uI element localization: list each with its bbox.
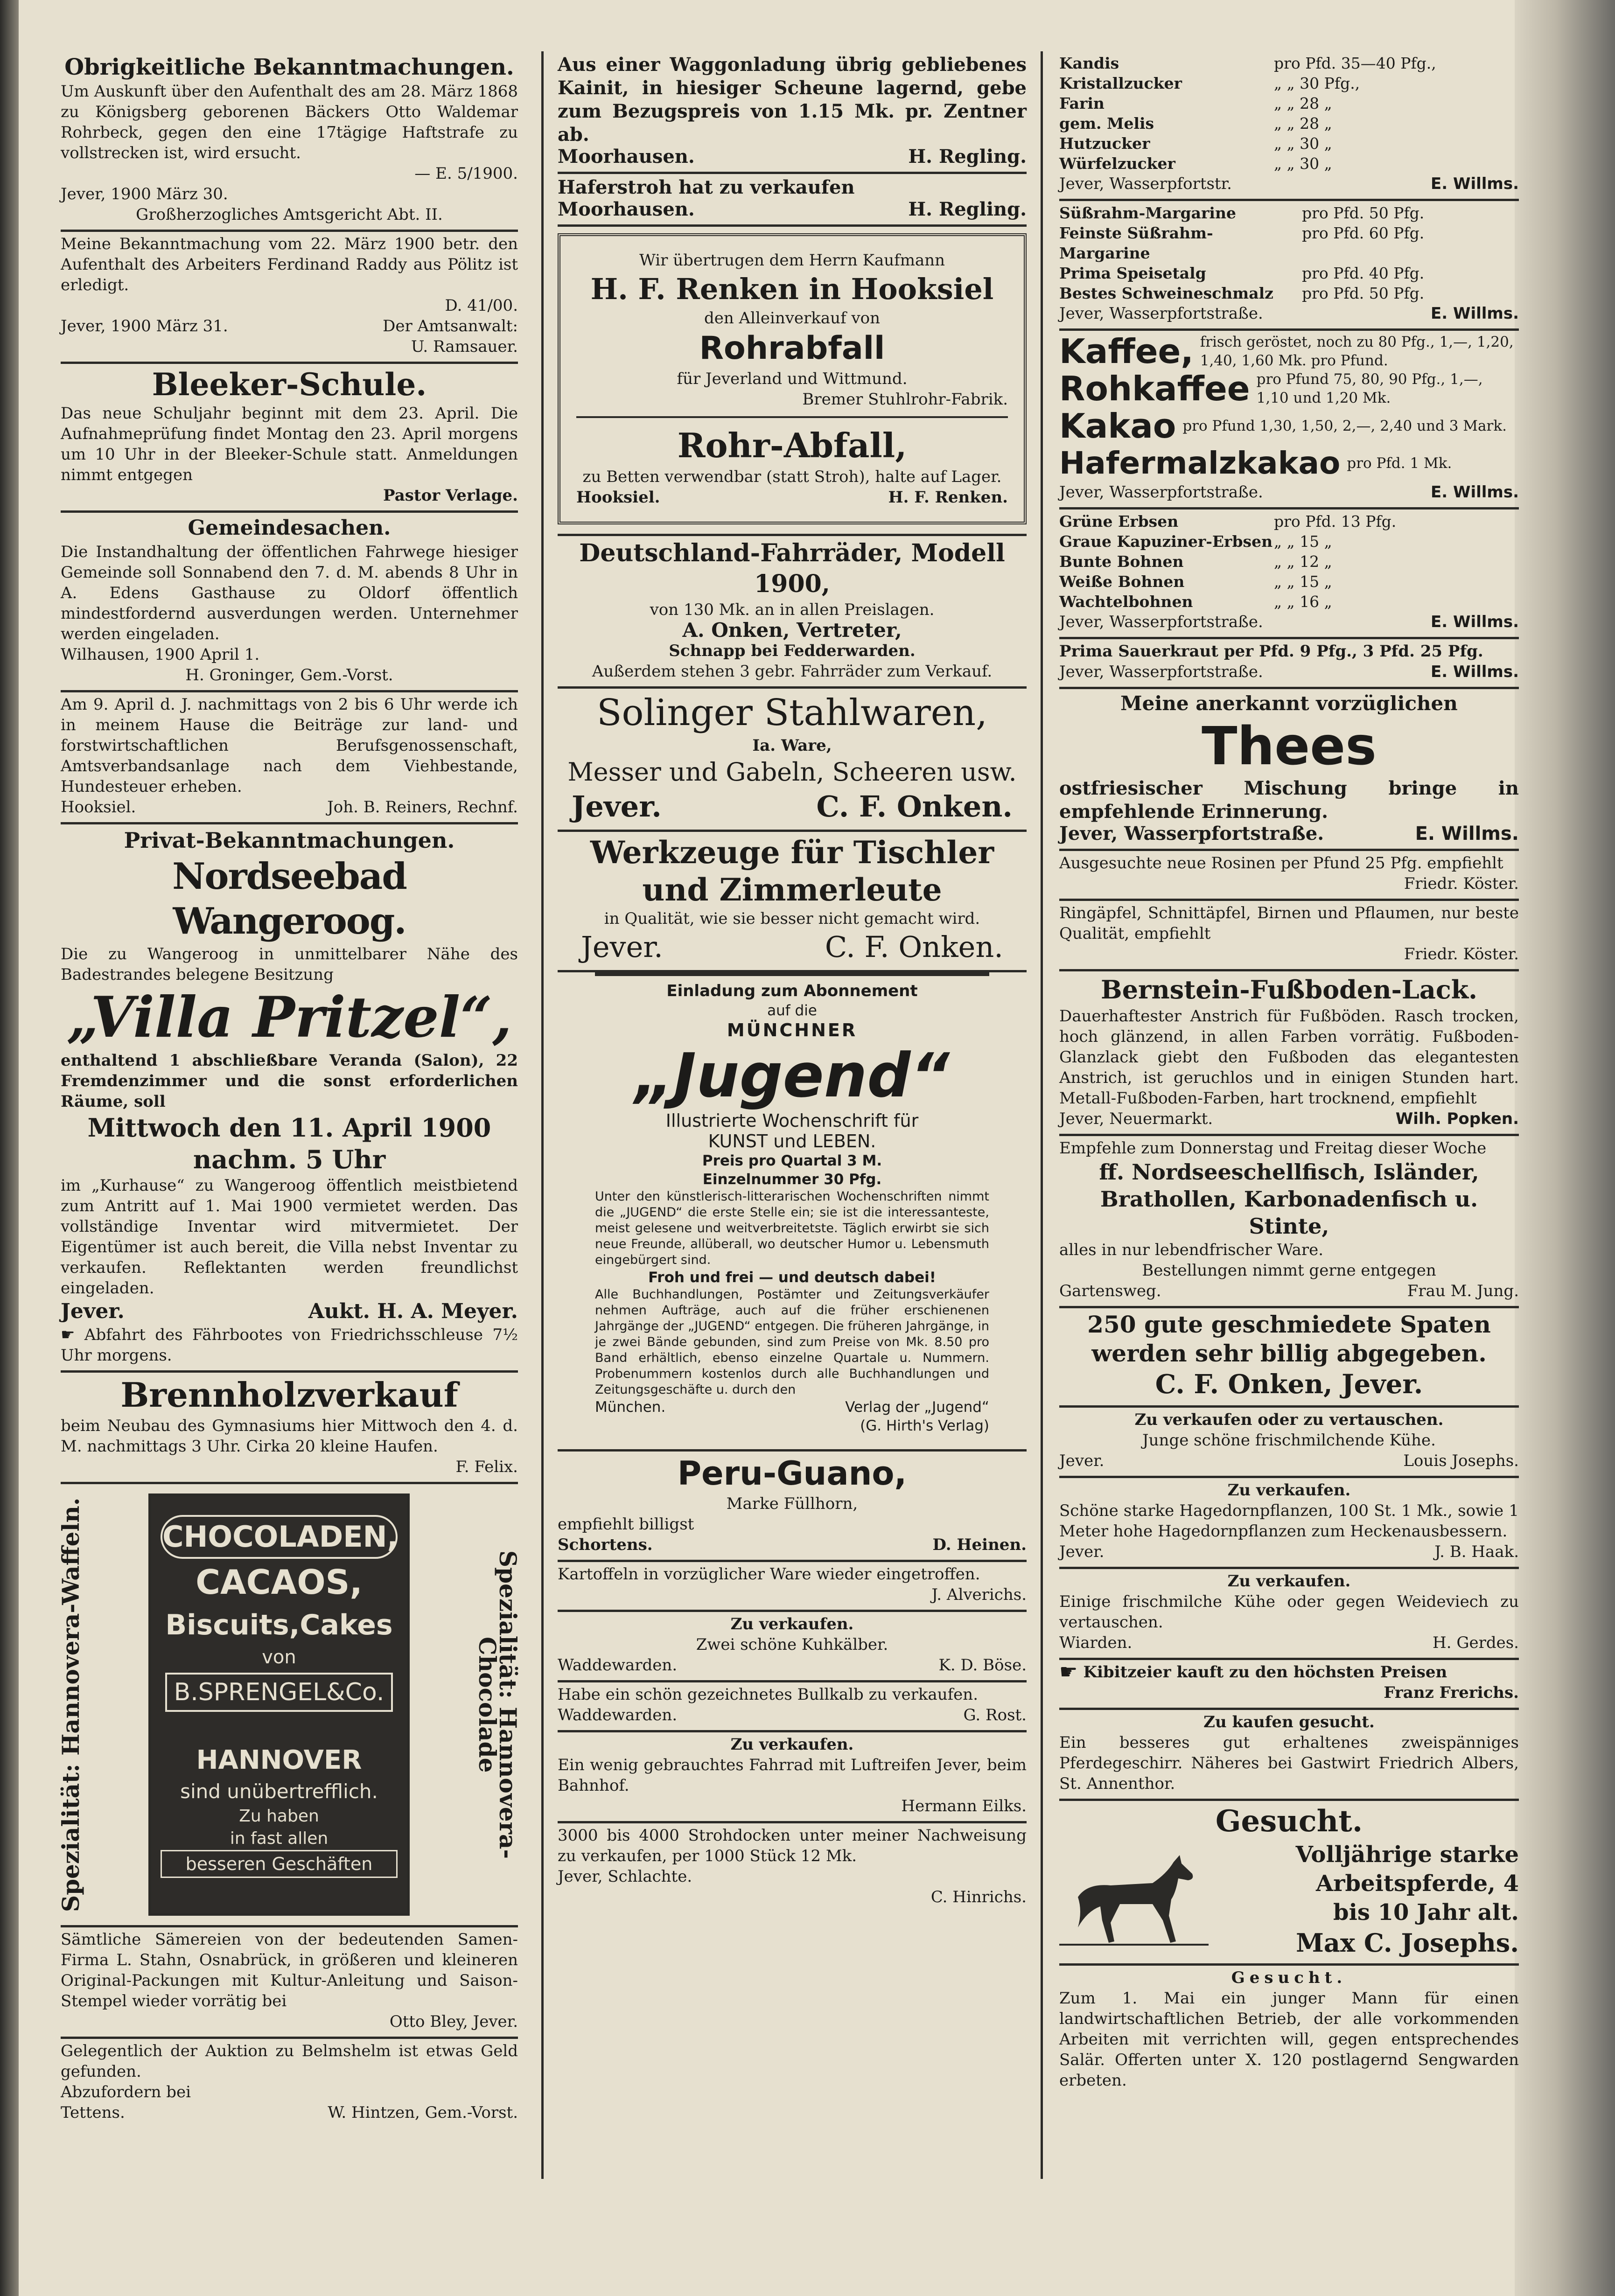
- ad-text: Das neue Schuljahr beginnt mit dem 23. April. Die Aufnahmeprüfung findet Montag den 23. April morgens um 10 Uhr in der Bleeker-Schule statt. Anmeldungen nimmt entgegen: [61, 404, 518, 484]
- ad-text: Bestellungen nimmt gerne entgegen: [1142, 1261, 1436, 1280]
- ad-kuehe: [1059, 1408, 1519, 1478]
- ad-signature: C. Hinrichs.: [930, 1888, 1027, 1906]
- ad-text: Die zu Wangeroog in unmittelbarer Nähe des Badestrandes belegene Besitzung: [61, 945, 518, 984]
- product-name: gem. Melis: [1059, 114, 1154, 133]
- ad-side-label: Spezialität: Hannovera-Chocolade: [474, 1550, 522, 1859]
- ad-title: Zu verkaufen.: [1227, 1572, 1351, 1591]
- product-price: „ „ 15 „: [1274, 572, 1332, 591]
- ad-gemeindesachen: [61, 513, 518, 692]
- ad-signature: H. Gerdes.: [1433, 1633, 1519, 1652]
- ad-signature: K. D. Böse.: [938, 1656, 1027, 1675]
- ad-fahrraeder: [558, 536, 1027, 689]
- price-row: [1059, 551, 1519, 572]
- ad-text: Die Instandhaltung der öffentlichen Fahrwege hiesiger Gemeinde soll Sonnabend den 7. d. M. abends 8 Uhr in A. Edens Gasthause zu Oldorf öffentlich mindestfordernd ausverdungen werden. Unternehmer werden eingeladen.: [61, 543, 518, 643]
- ad-text: Unter den künstlerisch-litterarischen Wochenschriften nimmt die „JUGEND“ die erste Stelle ein; sie ist die interessanteste, meist gelesene und weitverbreitetste. Täglich erwirbt sie sich neue Freunde, allüberall, wo deutscher Humor u. Lebensmuth eingebürgert sind.: [595, 1189, 989, 1267]
- ad-signature: C. F. Onken.: [816, 789, 1013, 823]
- ad-text: Ringäpfel, Schnittäpfel, Birnen und Pflaumen, nur beste Qualität, empfiehlt: [1059, 904, 1519, 943]
- price-row: [1059, 572, 1519, 592]
- horse-icon: [1059, 1846, 1209, 1953]
- product-name: Rohkaffee: [1059, 369, 1250, 408]
- ad-place: Waddewarden.: [558, 1706, 678, 1724]
- product-name: Kaffee,: [1059, 332, 1194, 371]
- ad-text: Außerdem stehen 3 gebr. Fahrräder zum Verkauf.: [592, 662, 993, 681]
- ad-text: Meine Bekanntmachung vom 22. März 1900 betr. den Aufenthalt des Arbeiters Ferdinand Raddy aus Pölitz ist erledigt.: [61, 235, 518, 294]
- pointing-hand-icon: ☛: [1059, 1660, 1078, 1684]
- product-name: Kakao: [1059, 406, 1176, 446]
- binding-gutter: [0, 0, 19, 2296]
- product-price: pro Pfd. 50 Pfg.: [1302, 284, 1425, 302]
- ad-headline: Nordseebad Wangeroog.: [172, 855, 406, 942]
- price-row: [1059, 223, 1519, 263]
- price-row: [1059, 263, 1519, 283]
- ad-place: Moorhausen.: [558, 146, 695, 167]
- ad-text: Ein besseres gut erhaltenes zweispänniges Pferdegeschirr. Näheres bei Gastwirt Friedrich Albers, St. Annenthor.: [1059, 1733, 1519, 1793]
- ad-text: alles in nur lebendfrischer Ware.: [1059, 1241, 1324, 1259]
- ad-title: Brennholzverkauf: [120, 1375, 458, 1415]
- ad-signature: G. Rost.: [963, 1706, 1027, 1724]
- ad-place: Jever, Wasserpfortstr.: [1059, 174, 1232, 193]
- price-row: [1059, 53, 1519, 73]
- ad-text: werden sehr billig abgegeben.: [1091, 1340, 1487, 1367]
- ad-kuhkaelber: [558, 1612, 1027, 1682]
- product-name: Hafermalzkakao: [1059, 445, 1341, 481]
- ad-erbsen: [1059, 509, 1519, 639]
- ad-signature: Louis Josephs.: [1403, 1452, 1519, 1470]
- product-price: pro Pfd. 1 Mk.: [1347, 455, 1452, 472]
- ad-pferdegeschirr: [1059, 1710, 1519, 1801]
- ad-signature: Der Amtsanwalt:: [383, 317, 518, 335]
- ad-text: Um Auskunft über den Aufenthalt des am 28. März 1868 zu Königsberg geborenen Bäckers Otto Waldemar Rohrbeck, gegen den eine 17tägige Haftstrafe zu vollstrecken ist, wird ersucht.: [61, 82, 518, 162]
- ad-bullkalb: [558, 1682, 1027, 1732]
- ad-text: Einzelnummer 30 Pfg.: [702, 1171, 882, 1188]
- ad-beitraege: [61, 692, 518, 824]
- column-rule-1: [541, 51, 544, 2179]
- ad-thees: [1059, 689, 1519, 851]
- ad-text: Preis pro Quartal 3 M.: [702, 1152, 882, 1169]
- product-price: pro Pfund 75, 80, 90 Pfg., 1,—, 1,10 und 1,20 Mk.: [1256, 371, 1483, 406]
- ad-text: den Alleinverkauf von: [704, 309, 881, 328]
- ad-text: ostfriesischer Mischung bringe in empfehlende Erinnerung.: [1059, 777, 1519, 823]
- product-price: „ „ 30 Pfg.,: [1274, 74, 1360, 92]
- ad-signature: Großherzogliches Amtsgericht Abt. II.: [136, 205, 443, 224]
- product-price: pro Pfd. 35—40 Pfg.,: [1274, 54, 1436, 72]
- product-name: Graue Kapuziner-Erbsen: [1059, 532, 1273, 551]
- ad-bleeker-schule: [61, 364, 518, 513]
- ad-villa-pritzel: [61, 824, 518, 1373]
- ad-text: Kibitzeier kauft zu den höchsten Preisen: [1083, 1663, 1447, 1682]
- section-title: Privat-Bekanntmachungen.: [124, 828, 455, 853]
- ad-headline: ff. Nordseeschellfisch, Isländer, Brathollen, Karbonadenfisch u. Stinte,: [1099, 1159, 1479, 1239]
- ad-signature: Max C. Josephs.: [1296, 1928, 1519, 1958]
- product-name: Grüne Erbsen: [1059, 512, 1179, 530]
- ad-rosinen: [1059, 851, 1519, 901]
- ad-line: sind unübertrefflich.: [180, 1780, 378, 1803]
- price-row: [1059, 73, 1519, 93]
- ad-headline: Werkzeuge für Tischler und Zimmerleute: [590, 834, 994, 908]
- ad-line: Biscuits,Cakes: [165, 1609, 393, 1641]
- ad-text: Froh und frei — und deutsch dabei!: [648, 1269, 936, 1286]
- ad-line: von: [262, 1647, 296, 1668]
- ad-signature: C. F. Onken.: [825, 930, 1003, 964]
- ad-place: Jever, Wasserpfortstraße.: [1059, 483, 1263, 502]
- column-rule-2: [1041, 51, 1043, 2179]
- ad-headline: H. F. Renken in Hooksiel: [590, 272, 994, 306]
- ad-place: Jever, Wasserpfortstraße.: [1059, 304, 1263, 323]
- price-row: [1059, 283, 1519, 303]
- ad-note: ☛ Abfahrt des Fährbootes von Friedrichsschleuse 7½ Uhr morgens.: [61, 1326, 518, 1365]
- ad-strohdocken: [558, 1823, 1027, 1912]
- ad-signature-sub: (G. Hirth's Verlag): [860, 1417, 989, 1434]
- ad-text: Einige frischmilche Kühe oder gegen Weideviech zu vertauschen.: [1059, 1592, 1519, 1632]
- ad-signature: E. Willms.: [1430, 174, 1519, 193]
- ad-title: Gemeindesachen.: [188, 516, 391, 540]
- ad-date: Jever, 1900 März 30.: [61, 185, 228, 203]
- ad-text: von 130 Mk. an in allen Preislagen.: [650, 600, 935, 619]
- ad-text: im „Kurhause“ zu Wangeroog öffentlich meistbietend zum Antritt auf 1. Mai 1900 vermietet werden. Das vollständige Inventar wird mitvermietet. Der Eigentümer ist auch bereit, die Villa nebst Inventar zu verkaufen. Reflektanten werden freundlichst eingeladen.: [61, 1176, 518, 1298]
- ad-signature: H. F. Renken.: [888, 488, 1008, 507]
- ad-title: Zu kaufen gesucht.: [1203, 1713, 1375, 1731]
- ad-title: Zu verkaufen.: [730, 1615, 854, 1633]
- ad-official-2: [61, 232, 518, 364]
- ad-kaffee: [1059, 331, 1519, 509]
- ad-signature: C. F. Onken, Jever.: [1155, 1369, 1423, 1400]
- ad-text: Abzufordern bei: [61, 2083, 191, 2101]
- product-price: pro Pfd. 60 Pfg.: [1302, 224, 1425, 242]
- ornament-icon: [161, 1715, 398, 1743]
- column-left: [57, 51, 522, 2235]
- ad-peru-guano: [558, 1452, 1027, 1562]
- product-name: Kristallzucker: [1059, 74, 1182, 92]
- product-name: Bunte Bohnen: [1059, 552, 1184, 571]
- product-name: Süßrahm-Margarine: [1059, 204, 1236, 222]
- ad-line: Zu haben: [239, 1807, 319, 1826]
- product-name: Feinste Süßrahm-Margarine: [1059, 224, 1213, 262]
- ad-place: Jever.: [572, 789, 662, 823]
- ad-text: Aus einer Waggonladung übrig gebliebenes Kainit, in hiesiger Scheune lagernd, gebe zum Bezugspreis von 1.15 Mk. pr. Zentner ab.: [558, 54, 1027, 146]
- product-price: „ „ 15 „: [1274, 532, 1332, 551]
- ad-line: B.SPRENGEL&Co.: [165, 1673, 393, 1712]
- ad-text: Junge schöne frischmilchende Kühe.: [1142, 1431, 1436, 1450]
- product-price: „ „ 16 „: [1274, 593, 1332, 611]
- ad-date: Wilhausen, 1900 April 1.: [61, 645, 260, 664]
- ad-text: Arbeitspferde, 4: [1315, 1870, 1519, 1897]
- ad-geld-gefunden: [61, 2039, 518, 2128]
- ad-place: Gartensweg.: [1059, 1282, 1161, 1300]
- ad-signature: E. Willms.: [1415, 823, 1519, 844]
- ad-text: in Qualität, wie sie besser nicht gemacht wird.: [604, 909, 980, 928]
- ad-text: Alle Buchhandlungen, Postämter und Zeitungsverkäufer nehmen Aufträge, auch auf die früher erschienenen Jahrgänge der „JUGEND“ entgegen. Die früheren Jahrgänge, in je zwei Bände gebunden, sind zum Preise von Mk. 8.50 pro Band erhältlich, ebenso einzelne Quartale u. Nummern. Probenummern kostenlos durch alle Buchhandlungen und Zeitungsgeschäfte u. durch den: [595, 1287, 989, 1397]
- ad-headline: Deutschland-Fahrräder, Modell 1900,: [579, 539, 1005, 598]
- ad-text: 250 gute geschmiedete Spaten: [1087, 1311, 1491, 1338]
- ad-werkzeuge: [558, 832, 1027, 972]
- ad-signature: H. Groninger, Gem.-Vorst.: [185, 666, 393, 684]
- ad-text: enthaltend 1 abschließbare Veranda (Salon), 22 Fremdenzimmer und die sonst erforderlichen Räume, soll: [61, 1051, 518, 1111]
- ad-ringaepfel: [1059, 901, 1519, 971]
- ad-text: Meine anerkannt vorzüglichen: [1120, 692, 1458, 715]
- product-price: frisch geröstet, noch zu 80 Pfg., 1,—, 1,20, 1,40, 1,60 Mk. pro Pfund.: [1200, 334, 1514, 369]
- price-row: [1059, 511, 1519, 531]
- ad-headline: Solinger Stahlwaren,: [597, 692, 987, 734]
- ad-signature: H. Regling.: [908, 198, 1027, 220]
- product-name: Bestes Schweineschmalz: [1059, 284, 1273, 302]
- ad-side-label: Spezialität: Hannovera-Waffeln.: [57, 1497, 84, 1912]
- ad-official-1: [61, 51, 518, 232]
- price-row: [1059, 133, 1519, 154]
- price-row: [1059, 592, 1519, 612]
- price-row: [1059, 154, 1519, 174]
- ad-text: zu Betten verwendbar (statt Stroh), halte auf Lager.: [582, 468, 1002, 486]
- column-right: [1059, 51, 1519, 2235]
- ad-title: Zu verkaufen.: [1227, 1481, 1351, 1500]
- ad-signature: J. B. Haak.: [1434, 1542, 1519, 1561]
- product-price: „ „ 28 „: [1274, 114, 1332, 133]
- ad-weidevieh: [1059, 1569, 1519, 1660]
- ad-headline: Thees: [1202, 716, 1377, 777]
- ad-place: Jever, Wasserpfortstraße.: [1059, 823, 1324, 844]
- ad-text: auf die: [767, 1002, 817, 1019]
- ad-place: Tettens.: [61, 2103, 125, 2122]
- ad-headline: Peru-Guano,: [677, 1454, 907, 1493]
- ad-signature: Franz Frerichs.: [1384, 1683, 1519, 1702]
- ad-spaten: [1059, 1308, 1519, 1408]
- ad-kainit: [558, 51, 1027, 174]
- ad-text: beim Neubau des Gymnasiums hier Mittwoch den 4. d. M. nachmittags 3 Uhr. Cirka 20 kleine Haufen.: [61, 1417, 518, 1456]
- ad-text: Schnapp bei Fedderwarden.: [669, 642, 916, 660]
- ad-frame: [558, 233, 1027, 524]
- ad-text: Zwei schöne Kuhkälber.: [696, 1635, 888, 1654]
- ad-signature: Frau M. Jung.: [1407, 1282, 1519, 1300]
- ad-signature: F. Felix.: [455, 1458, 518, 1476]
- ad-line: in fast allen: [230, 1829, 329, 1848]
- ad-text: Zum 1. Mai ein junger Mann für einen landwirtschaftlichen Betrieb, der alle vorkommenden Arbeiten mit verrichten will, gegen entsprechendes Salär. Offerten unter X. 120 postlagernd Sengwarden erbeten.: [1059, 1989, 1519, 2090]
- ad-place: Moorhausen.: [558, 198, 695, 220]
- ad-text: Volljährige starke: [1295, 1842, 1519, 1868]
- ad-signature: Wilh. Popken.: [1395, 1110, 1519, 1128]
- ad-text: Einladung zum Abonnement: [666, 982, 918, 1000]
- ad-signature: Pastor Verlage.: [383, 486, 518, 505]
- ad-place: Jever.: [61, 1299, 125, 1323]
- ad-text: Kartoffeln in vorzüglicher Ware wieder eingetroffen.: [558, 1565, 980, 1584]
- price-row: [1059, 531, 1519, 551]
- product-price: pro Pfd. 50 Pfg.: [1302, 204, 1425, 222]
- ad-sprengel-panel: [148, 1493, 410, 1916]
- ad-haferstroh: [558, 174, 1027, 227]
- ad-signature: Aukt. H. A. Meyer.: [308, 1299, 518, 1323]
- ad-signature: D. Heinen.: [932, 1535, 1027, 1554]
- ad-signature: E. Willms.: [1430, 663, 1519, 681]
- ad-date-line: Mittwoch den 11. April 1900: [87, 1113, 491, 1143]
- product-price: „ „ 30 „: [1274, 154, 1332, 173]
- ad-signature: Joh. B. Reiners, Rechnf.: [327, 798, 518, 817]
- ad-headline: Rohrabfall: [699, 330, 885, 367]
- ad-text: Sämtliche Sämereien von der bedeutenden Samen-Firma L. Stahn, Osnabrück, in größeren und kleineren Original-Packungen mit Kultur-Anleitung und Saison-Stempel wieder vorrätig bei: [61, 1930, 518, 2010]
- ad-hagedorn: [1059, 1478, 1519, 1569]
- product-price: „ „ 30 „: [1274, 134, 1332, 153]
- pointing-hand-icon: ☛: [61, 1326, 84, 1344]
- ad-reference: — E. 5/1900.: [414, 164, 518, 183]
- product-name: Kandis: [1059, 54, 1119, 72]
- ad-text: Illustrierte Wochenschrift für: [665, 1110, 919, 1131]
- ad-text: Marke Füllhorn,: [726, 1494, 858, 1513]
- ad-signature: Hermann Eilks.: [901, 1797, 1027, 1815]
- ad-signature: Friedr. Köster.: [1404, 874, 1519, 893]
- ad-place: Jever, Neuermarkt.: [1059, 1110, 1213, 1128]
- ad-place: Jever.: [1059, 1452, 1105, 1470]
- ad-kartoffeln: [558, 1562, 1027, 1612]
- ad-text: Prima Sauerkraut per Pfd. 9 Pfg., 3 Pfd. 25 Pfg.: [1059, 642, 1483, 661]
- ad-text: Schöne starke Hagedornpflanzen, 100 St. 1 Mk., sowie 1 Meter hohe Hagedornpflanzen zum Heckenausbessern.: [1059, 1501, 1519, 1541]
- ad-zucker: [1059, 51, 1519, 201]
- ad-fahrrad: [558, 1732, 1027, 1823]
- ad-signature: Verlag der „Jugend“: [845, 1399, 989, 1416]
- ad-text: empfiehlt billigst: [558, 1515, 694, 1534]
- ad-text: A. Onken, Vertreter,: [682, 619, 902, 642]
- ad-line: CHOCOLADEN,: [161, 1515, 398, 1559]
- price-row: [1059, 203, 1519, 223]
- ad-place: München.: [595, 1399, 666, 1416]
- ad-margarine: [1059, 201, 1519, 331]
- product-name: Prima Speisetalg: [1059, 264, 1206, 282]
- ad-brennholz: [61, 1373, 518, 1484]
- ad-sauerkraut: [1059, 639, 1519, 689]
- product-price: pro Pfd. 40 Pfg.: [1302, 264, 1425, 282]
- ad-place: Jever.: [1059, 1542, 1105, 1561]
- ad-jugend: [558, 972, 1027, 1452]
- product-name: Würfelzucker: [1059, 154, 1175, 173]
- ad-text: Am 9. April d. J. nachmittags von 2 bis 6 Uhr werde ich in meinem Hause die Beiträge zur land- und forstwirtschaftlichen Berufsgenossenschaft, Amtsverbandsanlage nach dem Viehbestande, Hundesteuer erheben.: [61, 695, 518, 796]
- ad-text: Haferstroh hat zu verkaufen: [558, 176, 855, 198]
- ad-fisch: [1059, 1136, 1519, 1308]
- ad-signature: Otto Bley, Jever.: [389, 2012, 518, 2031]
- ad-kibitzeier: [1059, 1660, 1519, 1710]
- ad-signature: J. Alverichs.: [931, 1585, 1027, 1604]
- ad-text: Empfehle zum Donnerstag und Freitag dieser Woche: [1059, 1139, 1487, 1158]
- product-price: „ „ 12 „: [1274, 552, 1332, 571]
- ad-place: Hooksiel.: [576, 488, 660, 507]
- ad-title: Zu verkaufen oder zu vertauschen.: [1134, 1410, 1444, 1429]
- price-row: [1059, 93, 1519, 113]
- ad-fussboden-lack: [1059, 971, 1519, 1136]
- ad-place: Jever, Schlachte.: [558, 1867, 692, 1886]
- ad-signature: Bremer Stuhlrohr-Fabrik.: [802, 390, 1008, 409]
- ad-text: Ausgesuchte neue Rosinen per Pfund 25 Pfg. empfiehlt: [1059, 854, 1503, 872]
- ad-line: CACAOS,: [196, 1563, 363, 1602]
- ad-sprengel: [57, 1484, 522, 1927]
- price-row: [1059, 113, 1519, 133]
- column-middle: [558, 51, 1027, 2235]
- product-price: pro Pfd. 13 Pfg.: [1274, 512, 1397, 530]
- ad-place: Jever, Wasserpfortstraße.: [1059, 663, 1263, 681]
- ad-villa-name: „Villa Pritzel“,: [66, 984, 512, 1050]
- ad-rohrabfall: [558, 227, 1027, 536]
- ad-signature: Friedr. Köster.: [1404, 945, 1519, 963]
- ad-solinger: [558, 689, 1027, 832]
- ad-text: bis 10 Jahr alt.: [1333, 1899, 1519, 1926]
- ad-place: Hooksiel.: [61, 798, 136, 817]
- ad-saemereien: [61, 1927, 518, 2039]
- ad-headline: „Jugend“: [634, 1040, 950, 1111]
- ad-time-line: nachm. 5 Uhr: [193, 1145, 386, 1174]
- page-edge: [1515, 0, 1615, 2296]
- ad-headline: Gesucht.: [1215, 1804, 1363, 1839]
- product-name: Weiße Bohnen: [1059, 572, 1185, 591]
- ad-text: Ia. Ware,: [752, 736, 832, 755]
- ad-text: Ein wenig gebrauchtes Fahrrad mit Luftreifen Jever, beim Bahnhof.: [558, 1756, 1027, 1795]
- ad-reference: D. 41/00.: [445, 296, 518, 315]
- ad-date: Jever, 1900 März 31.: [61, 317, 228, 335]
- ad-text: Messer und Gabeln, Scheeren usw.: [567, 757, 1017, 787]
- ad-signature: E. Willms.: [1430, 304, 1519, 323]
- ad-text: Wir übertrugen dem Herrn Kaufmann: [639, 251, 945, 270]
- ad-text: Gelegentlich der Auktion zu Belmshelm ist etwas Geld gefunden.: [61, 2042, 518, 2081]
- ad-place: Jever, Wasserpfortstraße.: [1059, 613, 1263, 631]
- ad-line: besseren Geschäften: [161, 1850, 398, 1878]
- ad-junger-mann: [1059, 1966, 1519, 2095]
- ad-text: 3000 bis 4000 Strohdocken unter meiner Nachweisung zu verkaufen, per 1000 Stück 12 Mk.: [558, 1826, 1027, 1865]
- ad-headline: Rohr-Abfall,: [677, 426, 907, 465]
- ad-signature-name: U. Ramsauer.: [411, 337, 518, 356]
- ad-place: Jever.: [581, 930, 663, 964]
- ad-title: Bleeker-Schule.: [152, 366, 427, 403]
- product-price: pro Pfund 1,30, 1,50, 2,—, 2,40 und 3 Mark.: [1182, 418, 1507, 434]
- ad-place: Waddewarden.: [558, 1656, 678, 1675]
- product-name: Hutzucker: [1059, 134, 1150, 153]
- ad-signature: E. Willms.: [1430, 613, 1519, 631]
- ad-text: MÜNCHNER: [727, 1020, 858, 1040]
- ad-text: für Jeverland und Wittmund.: [677, 370, 908, 388]
- ad-signature: W. Hintzen, Gem.-Vorst.: [328, 2103, 518, 2122]
- ad-place: Wiarden.: [1059, 1633, 1133, 1652]
- ad-place: Schortens.: [558, 1535, 653, 1554]
- product-price: „ „ 28 „: [1274, 94, 1332, 112]
- ad-title: Gesucht.: [1231, 1968, 1347, 1987]
- ad-title: Zu verkaufen.: [730, 1735, 854, 1754]
- ad-signature: E. Willms.: [1430, 483, 1519, 502]
- ad-text: Habe ein schön gezeichnetes Bullkalb zu verkaufen.: [558, 1685, 978, 1704]
- ad-headline: Bernstein-Fußboden-Lack.: [1101, 975, 1477, 1005]
- section-title: Obrigkeitliche Bekanntmachungen.: [64, 54, 514, 80]
- ad-line: HANNOVER: [196, 1745, 362, 1775]
- product-name: Wachtelbohnen: [1059, 593, 1193, 611]
- ad-text: Dauerhaftester Anstrich für Fußböden. Rasch trocken, hoch glänzend, in allen Farben vorrätig. Fußboden-Glanzlack giebt den Fußboden das elegantesten Anstrich, ist geruchlos und in einigen Stunden hart. Metall-Fußboden-Farben, hart trocknend, empfiehlt: [1059, 1007, 1519, 1108]
- ad-signature: H. Regling.: [908, 146, 1027, 167]
- ad-text: KUNST und LEBEN.: [708, 1131, 876, 1151]
- product-name: Farin: [1059, 94, 1105, 112]
- ad-arbeitspferde: [1059, 1801, 1519, 1966]
